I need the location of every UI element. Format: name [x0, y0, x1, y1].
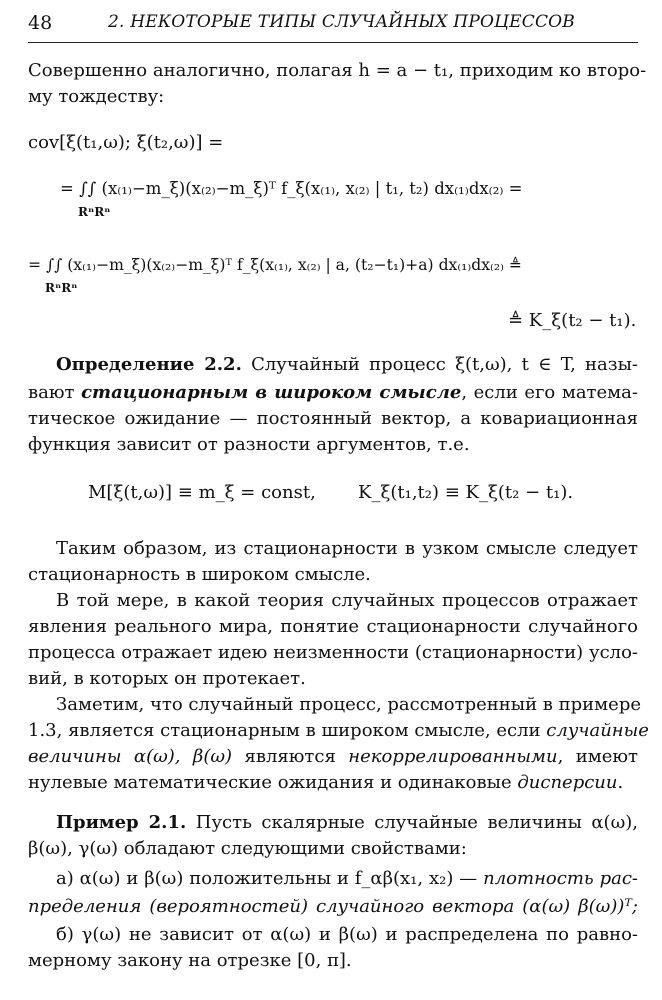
intro-line-2: му тождеству: [28, 86, 165, 107]
definition-text-2a: вают [28, 382, 75, 403]
example-item-b-line-2: мерному закону на отрезке [0, π]. [28, 950, 352, 971]
para-3-text-3c: , имеют [557, 746, 638, 767]
emphasis-probabilities: (вероятностей) [149, 896, 308, 917]
example-text-1: Пусть скалярные случайные величины α(ω), [195, 812, 638, 833]
item-a-text: а) α(ω) и β(ω) положительны и f_αβ(x₁, x₂) — [56, 868, 478, 889]
para-2-line-1: В той мере, в какой теория случайных процессов отражает [56, 590, 638, 611]
example-line-2: β(ω), γ(ω) обладают следующими свойствами: [28, 838, 467, 859]
example-label: Пример 2.1. [56, 812, 187, 833]
para-3-line-1: Заметим, что случайный процесс, рассмотренный в примере [56, 694, 642, 715]
emphasis-random-vector: случайного вектора [316, 896, 515, 917]
para-3-text-3b: являются [244, 746, 336, 767]
definition-line-4: функция зависит от разности аргументов, т.е. [28, 434, 470, 455]
equation-1-row-3: = ∫∫ (x₍₁₎−m_ξ)(x₍₂₎−m_ξ)ᵀ f_ξ(x₍₁₎, x₍₂₎ | a, (t₂−t₁)+a) dx₍₁₎dx₍₂₎ ≜ [28, 256, 522, 274]
definition-text-2b: , если его матема- [461, 382, 638, 403]
cov-expression: cov[ξ(t₁,ω); ξ(t₂,ω)] = [28, 132, 224, 153]
example-item-a-line-2 [28, 894, 638, 920]
para-2-line-2: явления реального мира, понятие стационарности случайного [28, 616, 638, 637]
emphasis-density: плотность рас- [483, 868, 638, 889]
para-3-line-2 [28, 718, 649, 744]
equation-1-lhs [28, 130, 223, 156]
para-2-line-3: процесса отражает идею неизменности (стационарности) усло- [28, 642, 638, 663]
definition-label: Определение 2.2. [56, 354, 242, 375]
para-3-line-4 [28, 770, 638, 796]
running-title: 2. НЕКОТОРЫЕ ТИПЫ СЛУЧАЙНЫХ ПРОЦЕССОВ [108, 12, 575, 32]
emphasis-distribution: пределения [28, 896, 142, 917]
equation-2-left: M[ξ(t,ω)] ≡ m_ξ = const, [88, 482, 316, 503]
equation-1-row-4: ≜ K_ξ(t₂ − t₁). [508, 310, 637, 331]
alpha-beta-math: α(ω), β(ω) [133, 746, 233, 767]
emphasis-uncorrelated: некоррелированными [348, 746, 558, 767]
page-number: 48 [28, 12, 53, 34]
defined-term: стационарным в широком смысле [81, 382, 462, 403]
para-3-text-4a: нулевые математические ожидания и одинаковые [28, 772, 512, 793]
intro-line-1: Совершенно аналогично, полагая h = a − t₁, приходим ко второ- [28, 60, 647, 81]
definition-line-1 [56, 352, 638, 378]
para-3-text-2a: 1.3, является стационарным в широком смысле, если [28, 720, 541, 741]
equation-2-right: K_ξ(t₁,t₂) ≡ K_ξ(t₂ − t₁). [358, 482, 574, 503]
emphasis-random: случайные [546, 720, 649, 741]
para-1-line-2: стационарность в широком смысле. [28, 564, 371, 585]
integral-domain-1: RⁿRⁿ [78, 205, 111, 219]
header-rule [28, 42, 638, 43]
para-3-line-3 [28, 744, 638, 770]
example-line-1 [56, 810, 638, 836]
example-item-a-line-1 [56, 866, 638, 892]
definition-line-2 [28, 380, 638, 406]
emphasis-variances: дисперсии [517, 772, 618, 793]
definition-text-1: Случайный процесс ξ(t,ω), t ∈ T, назы- [251, 354, 638, 375]
emphasis-values: величины [28, 746, 122, 767]
integral-domain-2: RⁿRⁿ [45, 281, 78, 295]
running-header [28, 12, 638, 42]
example-item-b-line-1: б) γ(ω) не зависит от α(ω) и β(ω) и распределена по равно- [56, 924, 638, 945]
equation-1-row-2: = ∫∫ (x₍₁₎−m_ξ)(x₍₂₎−m_ξ)ᵀ f_ξ(x₍₁₎, x₍₂₎ | t₁, t₂) dx₍₁₎dx₍₂₎ = [60, 179, 523, 198]
vector-math: (α(ω) β(ω))ᵀ; [522, 896, 638, 917]
para-2-line-4: вий, в которых он протекает. [28, 668, 306, 689]
para-1-line-1: Таким образом, из стационарности в узком смысле следует [56, 538, 638, 559]
para-3-text-4b: . [617, 772, 624, 793]
definition-line-3: тическое ожидание — постоянный вектор, а ковариационная [28, 408, 638, 429]
